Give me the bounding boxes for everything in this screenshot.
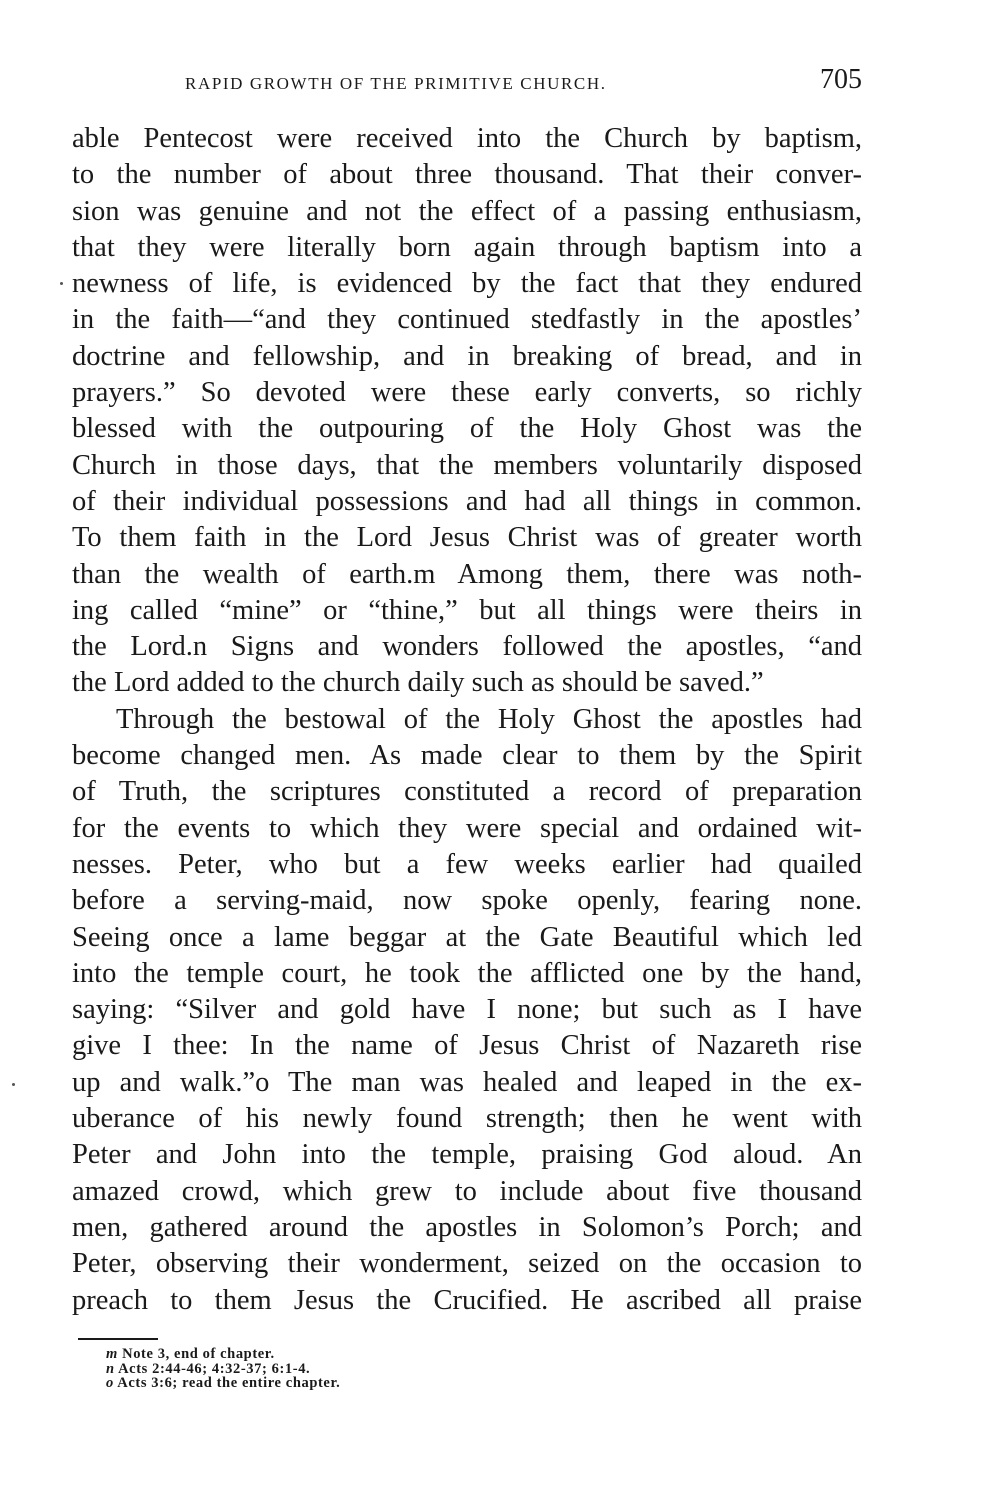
- text-line: that they were literally born again through baptism into a: [72, 231, 862, 263]
- text-line: in the faith—“and they continued stedfastly in the apostles’: [72, 304, 862, 336]
- text-line: Peter and John into the temple, praising God aloud. An: [72, 1139, 862, 1171]
- text-line: Peter, observing their wonderment, seized on the occasion to: [72, 1248, 862, 1280]
- text-line: before a serving-maid, now spoke openly, fearing none.: [72, 885, 862, 917]
- text-line: ing called “mine” or “thine,” but all things were theirs in: [72, 594, 862, 626]
- text-line: the Lord.n Signs and wonders followed the apostles, “and: [72, 631, 862, 663]
- text-line: saying: “Silver and gold have I none; but such as I have: [72, 994, 862, 1026]
- footnote-mark: m: [106, 1346, 118, 1362]
- text-line: than the wealth of earth.m Among them, there was noth-: [72, 558, 862, 590]
- text-line: become changed men. As made clear to them by the Spirit: [72, 740, 862, 772]
- text-line: doctrine and fellowship, and in breaking of bread, and in: [72, 340, 862, 372]
- footnote-mark: o: [106, 1375, 114, 1391]
- text-line: give I thee: In the name of Jesus Christ of Nazareth rise: [72, 1030, 862, 1062]
- text-line: of their individual possessions and had all things in common.: [72, 485, 862, 517]
- text-line: sion was genuine and not the effect of a passing enthusiasm,: [72, 195, 862, 227]
- text-line: able Pentecost were received into the Church by baptism,: [72, 123, 862, 154]
- text-line: newness of life, is evidenced by the fact that they endured: [72, 268, 862, 300]
- text-line: prayers.” So devoted were these early converts, so richly: [72, 377, 862, 409]
- running-title: RAPID GROWTH OF THE PRIMITIVE CHURCH.: [185, 74, 607, 93]
- footnote-text: Note 3, end of chapter.: [122, 1346, 275, 1362]
- footnote-text: Acts 2:44-46; 4:32-37; 6:1-4.: [118, 1360, 311, 1377]
- body-text: [72, 121, 862, 1319]
- footnote-rule: [78, 1338, 158, 1340]
- footnote-text: Acts 3:6; read the entire chapter.: [117, 1375, 341, 1391]
- text-line: nesses. Peter, who but a few weeks earlier had quailed: [72, 848, 862, 880]
- text-line: blessed with the outpouring of the Holy Ghost was the: [72, 413, 862, 445]
- text-line: Through the bestowal of the Holy Ghost the apostles had: [116, 703, 862, 735]
- text-line: To them faith in the Lord Jesus Christ was of greater worth: [72, 522, 862, 554]
- text-line: into the temple court, he took the afflicted one by the hand,: [72, 957, 862, 989]
- text-line: amazed crowd, which grew to include about five thousand: [72, 1175, 862, 1207]
- text-line: uberance of his newly found strength; then he went with: [72, 1103, 862, 1135]
- footnote-mark: n: [106, 1360, 115, 1377]
- page-number: 705: [820, 64, 862, 95]
- text-line: preach to them Jesus the Crucified. He ascribed all praise: [72, 1284, 862, 1316]
- text-line: for the events to which they were special and ordained wit-: [72, 812, 862, 844]
- footnote: [106, 1376, 340, 1391]
- print-speck: [12, 1083, 15, 1086]
- text-line: the Lord added to the church daily such as should be saved.”: [72, 667, 764, 699]
- text-line: of Truth, the scriptures constituted a record of preparation: [72, 776, 862, 808]
- text-line: to the number of about three thousand. That their conver-: [72, 159, 862, 191]
- page-header: [72, 64, 862, 104]
- print-speck: [60, 282, 63, 285]
- footnotes: [106, 1347, 340, 1391]
- text-line: men, gathered around the apostles in Solomon’s Porch; and: [72, 1211, 862, 1243]
- footnote: [106, 1347, 340, 1362]
- text-line: Church in those days, that the members voluntarily disposed: [72, 449, 862, 481]
- text-line: Seeing once a lame beggar at the Gate Beautiful which led: [72, 921, 862, 953]
- footnote: [106, 1362, 340, 1377]
- text-line: up and walk.”o The man was healed and leaped in the ex-: [72, 1066, 862, 1098]
